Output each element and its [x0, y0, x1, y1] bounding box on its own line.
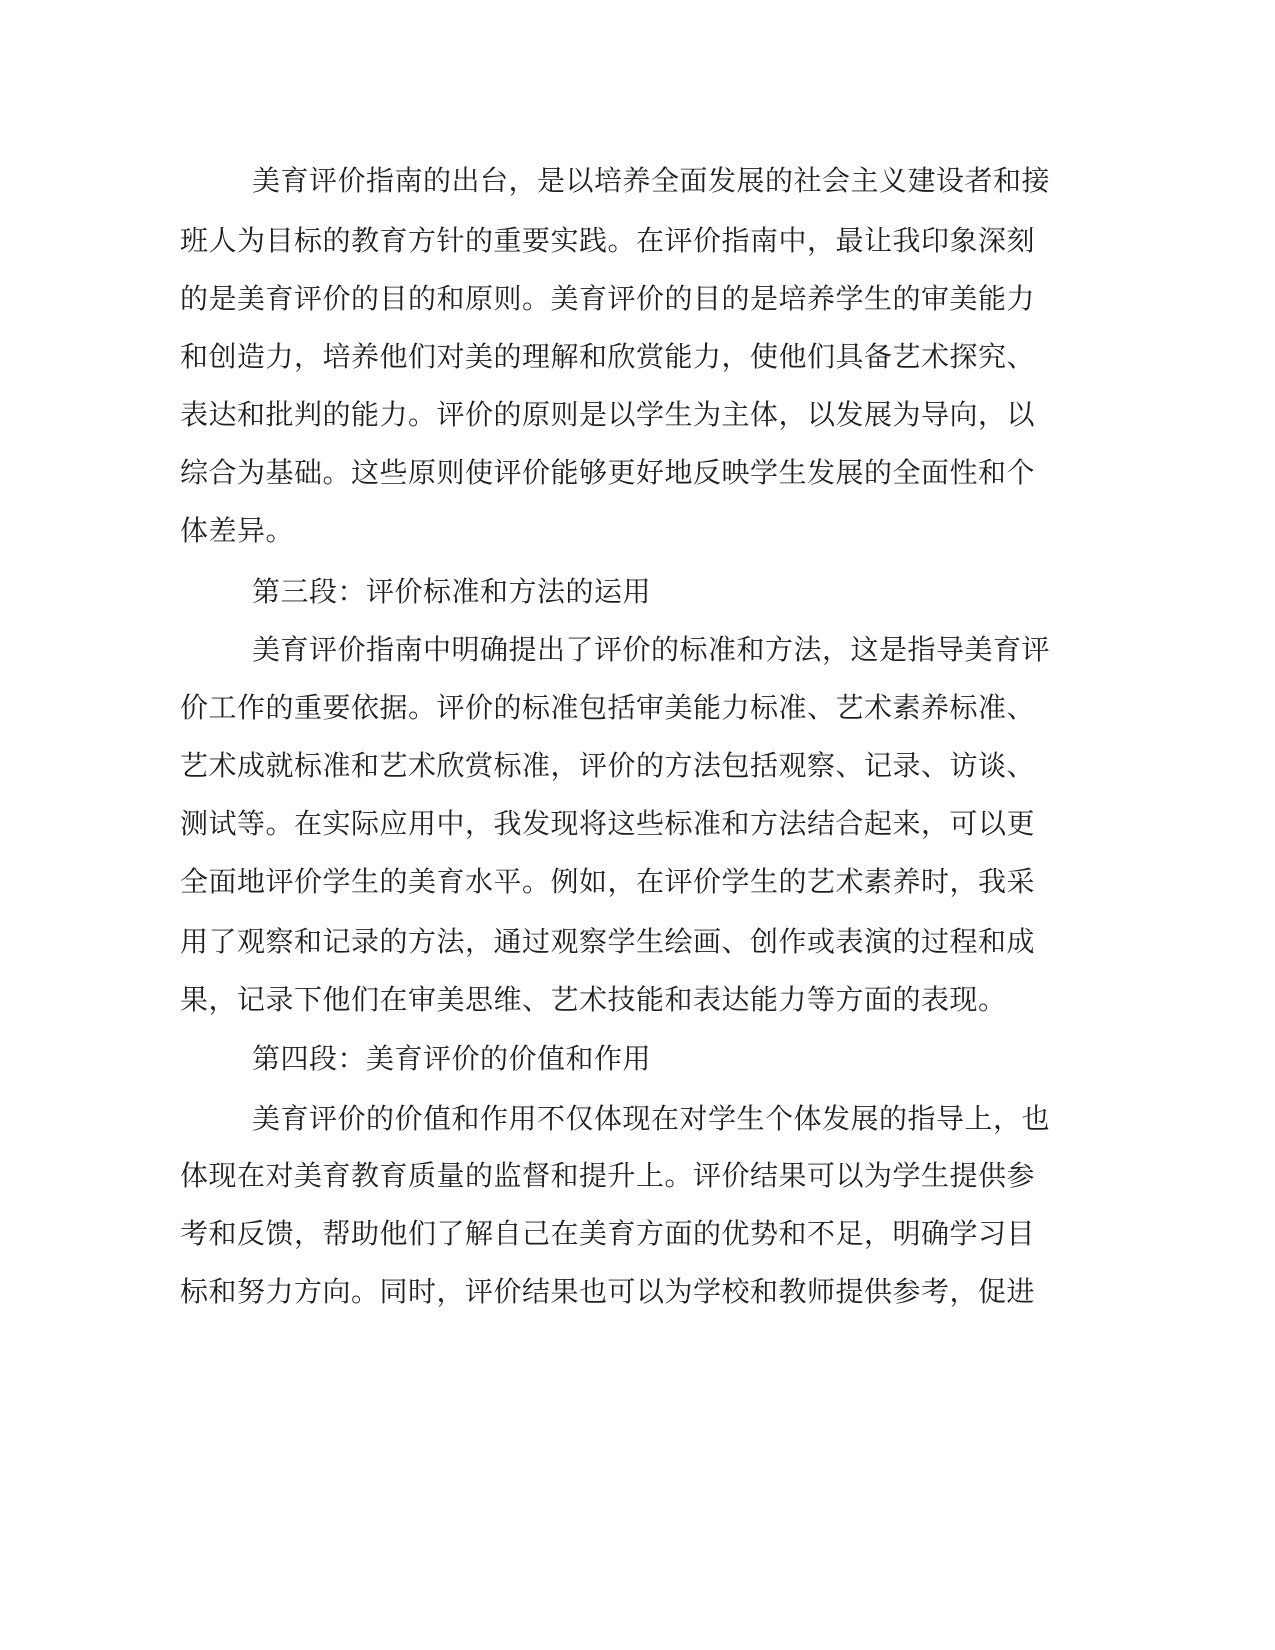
- section-heading: 第三段：评价标准和方法的运用: [252, 575, 652, 608]
- text-line: 体差异。: [180, 514, 295, 547]
- text-line: 美育评价的价值和作用不仅体现在对学生个体发展的指导上，也: [252, 1102, 1051, 1135]
- text-line: 考和反馈，帮助他们了解自己在美育方面的优势和不足，明确学习目: [180, 1217, 1036, 1250]
- text-line: 全面地评价学生的美育水平。例如，在评价学生的艺术素养时，我采: [180, 865, 1036, 898]
- text-line: 艺术成就标准和艺术欣赏标准，评价的方法包括观察、记录、访谈、: [180, 749, 1036, 782]
- text-line: 美育评价指南中明确提出了评价的标准和方法，这是指导美育评: [252, 633, 1051, 666]
- text-line: 表达和批判的能力。评价的原则是以学生为主体，以发展为导向，以: [180, 398, 1036, 431]
- text-line: 和创造力，培养他们对美的理解和欣赏能力，使他们具备艺术探究、: [180, 340, 1036, 373]
- text-line: 美育评价指南的出台，是以培养全面发展的社会主义建设者和接: [252, 164, 1051, 197]
- text-line: 班人为目标的教育方针的重要实践。在评价指南中，最让我印象深刻: [180, 224, 1036, 257]
- text-line: 综合为基础。这些原则使评价能够更好地反映学生发展的全面性和个: [180, 456, 1036, 489]
- text-line: 果，记录下他们在审美思维、艺术技能和表达能力等方面的表现。: [180, 983, 1007, 1016]
- text-line: 用了观察和记录的方法，通过观察学生绘画、创作或表演的过程和成: [180, 925, 1036, 958]
- text-line: 价工作的重要依据。评价的标准包括审美能力标准、艺术素养标准、: [180, 691, 1036, 724]
- section-heading: 第四段：美育评价的价值和作用: [252, 1042, 652, 1075]
- text-line: 体现在对美育教育质量的监督和提升上。评价结果可以为学生提供参: [180, 1159, 1036, 1192]
- text-line: 的是美育评价的目的和原则。美育评价的目的是培养学生的审美能力: [180, 282, 1036, 315]
- text-line: 标和努力方向。同时，评价结果也可以为学校和教师提供参考，促进: [180, 1275, 1036, 1308]
- text-line: 测试等。在实际应用中，我发现将这些标准和方法结合起来，可以更: [180, 807, 1036, 840]
